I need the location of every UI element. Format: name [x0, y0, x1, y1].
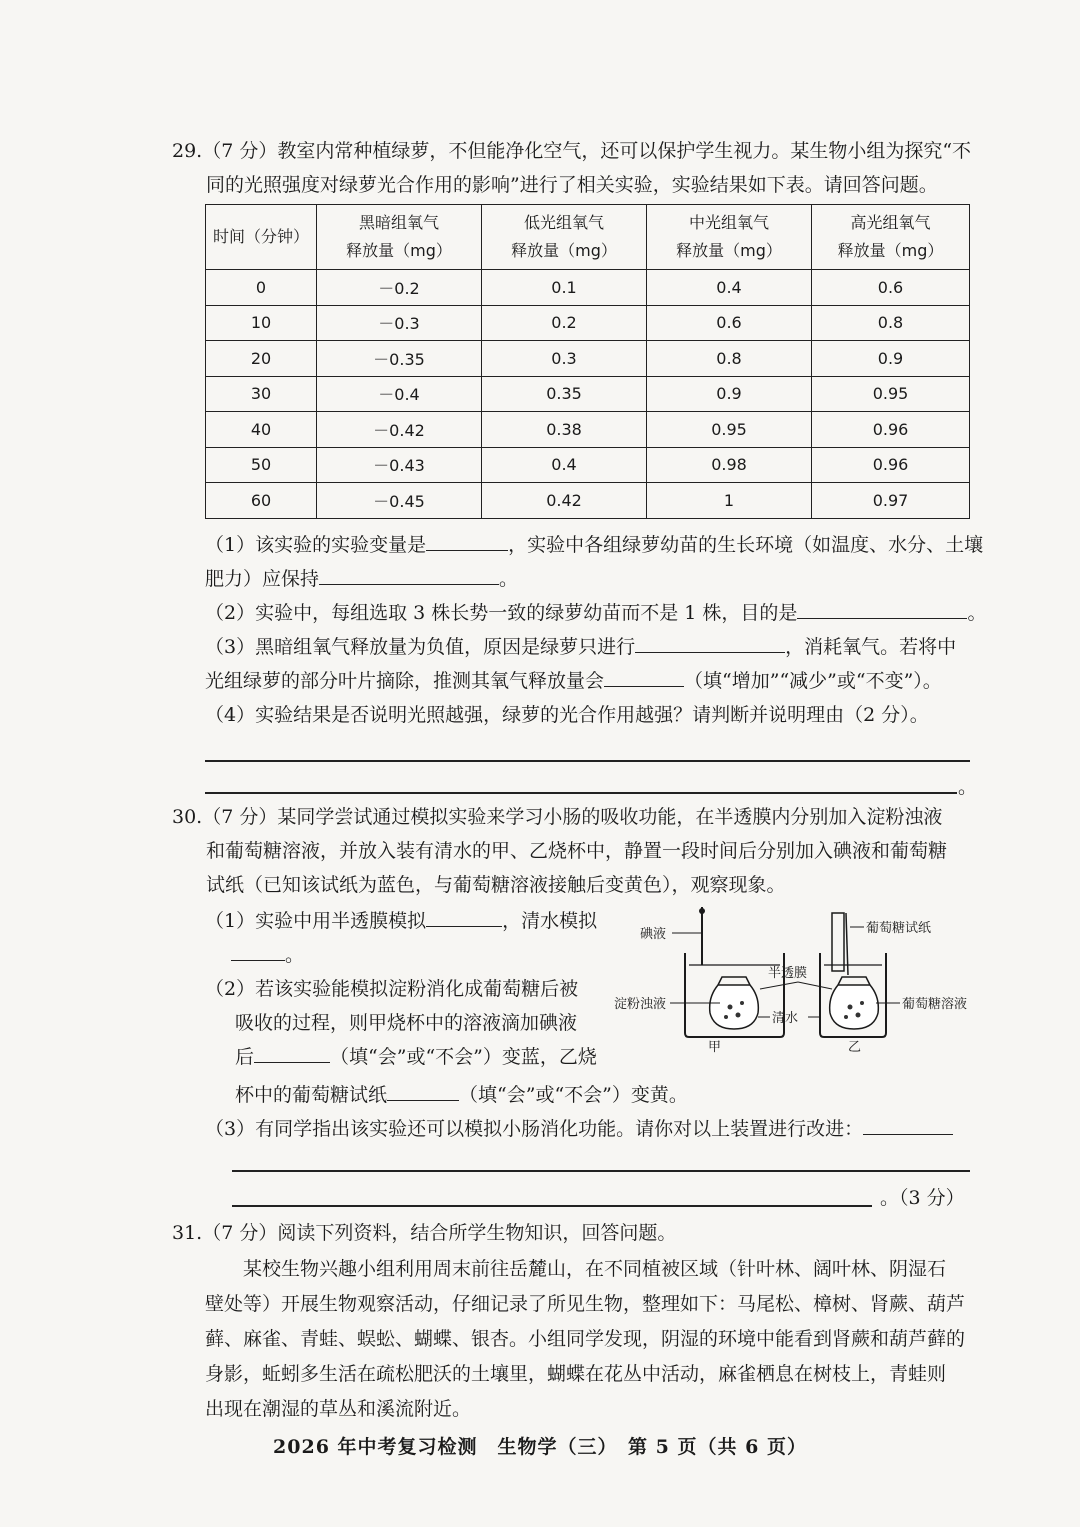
beaker-diagram: [610, 905, 975, 1055]
table-cell: 0.97: [812, 483, 970, 519]
passage-line: 壁处等）开展生物观察活动，仔细记录了所见生物，整理如下：马尾松、樟树、肾蕨、葫芦: [205, 1293, 966, 1315]
q30-sub2-line1: （2）若该实验能模拟淀粉消化成葡萄糖后被: [205, 978, 579, 1000]
table-cell: 0.8: [647, 341, 812, 377]
q29-sub1-line1: （1）该实验的实验变量是 ，实验中各组绿萝幼苗的生长环境（如温度、水分、土壤: [205, 534, 984, 556]
table-cell: 0.95: [647, 412, 812, 448]
question-30: [172, 800, 972, 902]
label-iodine: 碘液: [640, 927, 667, 942]
table-cell: －0.42: [317, 412, 482, 448]
header-low: 低光组氧气 释放量（mg）: [482, 205, 647, 270]
table-cell: 0.4: [482, 447, 647, 483]
label-paper: 葡萄糖试纸: [866, 921, 932, 936]
q31-stem: 31.（7 分）阅读下列资料，结合所学生物知识，回答问题。: [172, 1222, 677, 1244]
q29-sub4: （4）实验结果是否说明光照越强，绿萝的光合作用越强？请判断并说明理由（2 分）。: [205, 704, 929, 726]
passage-line: 出现在潮湿的草丛和溪流附近。: [205, 1398, 472, 1420]
answer-blank[interactable]: [604, 668, 684, 687]
table-cell: 0.98: [647, 447, 812, 483]
q30-sub3-end: 。（3 分）: [880, 1187, 965, 1209]
table-cell: 50: [206, 447, 317, 483]
passage-line: 身影，蚯蚓多生活在疏松肥沃的土壤里，蝴蝶在花丛中活动，麻雀栖息在树枝上，青蛙则: [205, 1363, 947, 1385]
table-cell: 0.6: [812, 270, 970, 306]
table-row: [206, 376, 970, 412]
q29-data-table: [205, 204, 970, 519]
table-cell: 0: [206, 270, 317, 306]
q30-stem-line1: 30.（7 分）某同学尝试通过模拟实验来学习小肠的吸收功能，在半透膜内分别加入淀粉浊液: [172, 806, 943, 828]
q29-sub3-line2: 光组绿萝的部分叶片摘除，推测其氧气释放量会 （填“增加”“减少”或“不变”）。: [205, 670, 942, 692]
table-cell: 0.6: [647, 305, 812, 341]
q29-sub1-line2: 肥力）应保持 。: [205, 568, 519, 590]
table-cell: 0.9: [647, 376, 812, 412]
q30-sub1-line1: （1）实验中用半透膜模拟 ，清水模拟: [205, 910, 598, 932]
table-cell: －0.3: [317, 305, 482, 341]
passage-line: 某校生物兴趣小组利用周末前往岳麓山，在不同植被区域（针叶林、阔叶林、阴湿石: [243, 1258, 947, 1280]
answer-line[interactable]: [205, 792, 957, 794]
table-row: [206, 483, 970, 519]
q30-stem-line3: 试纸（已知该试纸为蓝色，与葡萄糖溶液接触后变黄色），观察现象。: [206, 874, 786, 896]
table-cell: 0.96: [812, 412, 970, 448]
q31-passage: [205, 1252, 975, 1427]
label-jia: 甲: [708, 1040, 722, 1055]
table-cell: 60: [206, 483, 317, 519]
answer-line[interactable]: [205, 760, 970, 762]
table-row: [206, 270, 970, 306]
page-footer: 2026 年中考复习检测 生物学（三） 第 5 页（共 6 页）: [273, 1436, 807, 1458]
answer-line[interactable]: [232, 1170, 970, 1172]
answer-line[interactable]: [232, 1205, 872, 1207]
label-membrane: 半透膜: [768, 966, 808, 981]
table-cell: 0.42: [482, 483, 647, 519]
q30-sub2-line3: 后 （填“会”或“不会”）变蓝，乙烧: [235, 1046, 597, 1068]
table-cell: －0.2: [317, 270, 482, 306]
table-row: [206, 305, 970, 341]
q30-sub2-line2: 吸收的过程，则甲烧杯中的溶液滴加碘液: [235, 1012, 578, 1034]
table-cell: 40: [206, 412, 317, 448]
table-cell: 0.38: [482, 412, 647, 448]
header-dark: 黑暗组氧气 释放量（mg）: [317, 205, 482, 270]
header-mid: 中光组氧气 释放量（mg）: [647, 205, 812, 270]
passage-line: 藓、麻雀、青蛙、蜈蚣、蝴蝶、银杏。小组同学发现，阴湿的环境中能看到肾蕨和葫芦藓的: [205, 1328, 966, 1350]
q29-stem-line1: 29.（7 分）教室内常种植绿萝，不但能净化空气，还可以保护学生视力。某生物小组为探究“不: [172, 140, 972, 162]
q29-sub4-end: 。: [958, 776, 978, 798]
q30-stem-line2: 和葡萄糖溶液，并放入装有清水的甲、乙烧杯中，静置一段时间后分别加入碘液和葡萄糖: [206, 840, 948, 862]
label-starch: 淀粉浊液: [614, 997, 667, 1012]
table-cell: －0.45: [317, 483, 482, 519]
label-glucose: 葡萄糖溶液: [902, 997, 968, 1012]
table-header-row: [206, 205, 970, 270]
label-yi: 乙: [848, 1040, 862, 1055]
header-high: 高光组氧气 释放量（mg）: [812, 205, 970, 270]
answer-blank[interactable]: [797, 600, 967, 619]
answer-blank[interactable]: [426, 908, 502, 927]
label-water: 清水: [772, 1011, 799, 1026]
table-cell: 0.95: [812, 376, 970, 412]
table-row: [206, 447, 970, 483]
table-row: [206, 341, 970, 377]
q29-subquestions: [205, 528, 987, 732]
q30-sub2-line4: 杯中的葡萄糖试纸 （填“会”或“不会”）变黄。: [235, 1084, 688, 1106]
table-cell: 0.2: [482, 305, 647, 341]
table-cell: 0.3: [482, 341, 647, 377]
table-cell: 1: [647, 483, 812, 519]
answer-blank[interactable]: [231, 942, 285, 961]
q30-sub1-line2: 。: [205, 938, 605, 972]
q29-sub3-line1: （3）黑暗组氧气释放量为负值，原因是绿萝只进行 ，消耗氧气。若将中: [205, 636, 957, 658]
table-cell: 0.4: [647, 270, 812, 306]
q29-stem-line2: 同的光照强度对绿萝光合作用的影响”进行了相关实验，实验结果如下表。请回答问题。: [206, 174, 938, 196]
q29-sub2: （2）实验中，每组选取 3 株长势一致的绿萝幼苗而不是 1 株，目的是 。: [205, 602, 987, 624]
answer-blank[interactable]: [426, 532, 508, 551]
answer-blank[interactable]: [319, 566, 499, 585]
table-cell: 0.8: [812, 305, 970, 341]
question-31: [172, 1216, 972, 1250]
table-cell: 0.9: [812, 341, 970, 377]
table-cell: －0.43: [317, 447, 482, 483]
table-cell: 0.1: [482, 270, 647, 306]
q30-sub3: （3）有同学指出该实验还可以模拟小肠消化功能。请你对以上装置进行改进：: [205, 1112, 953, 1146]
table-cell: －0.35: [317, 341, 482, 377]
table-cell: 0.96: [812, 447, 970, 483]
table-cell: －0.4: [317, 376, 482, 412]
table-cell: 20: [206, 341, 317, 377]
header-time: 时间（分钟）: [206, 205, 317, 270]
table-cell: 10: [206, 305, 317, 341]
table-row: [206, 412, 970, 448]
table-cell: 30: [206, 376, 317, 412]
answer-blank[interactable]: [254, 1044, 330, 1063]
question-29: [172, 134, 972, 202]
answer-blank[interactable]: [863, 1116, 953, 1135]
q30-left-column: [205, 904, 605, 1074]
table-cell: 0.35: [482, 376, 647, 412]
answer-blank[interactable]: [387, 1082, 459, 1101]
answer-blank[interactable]: [635, 634, 785, 653]
